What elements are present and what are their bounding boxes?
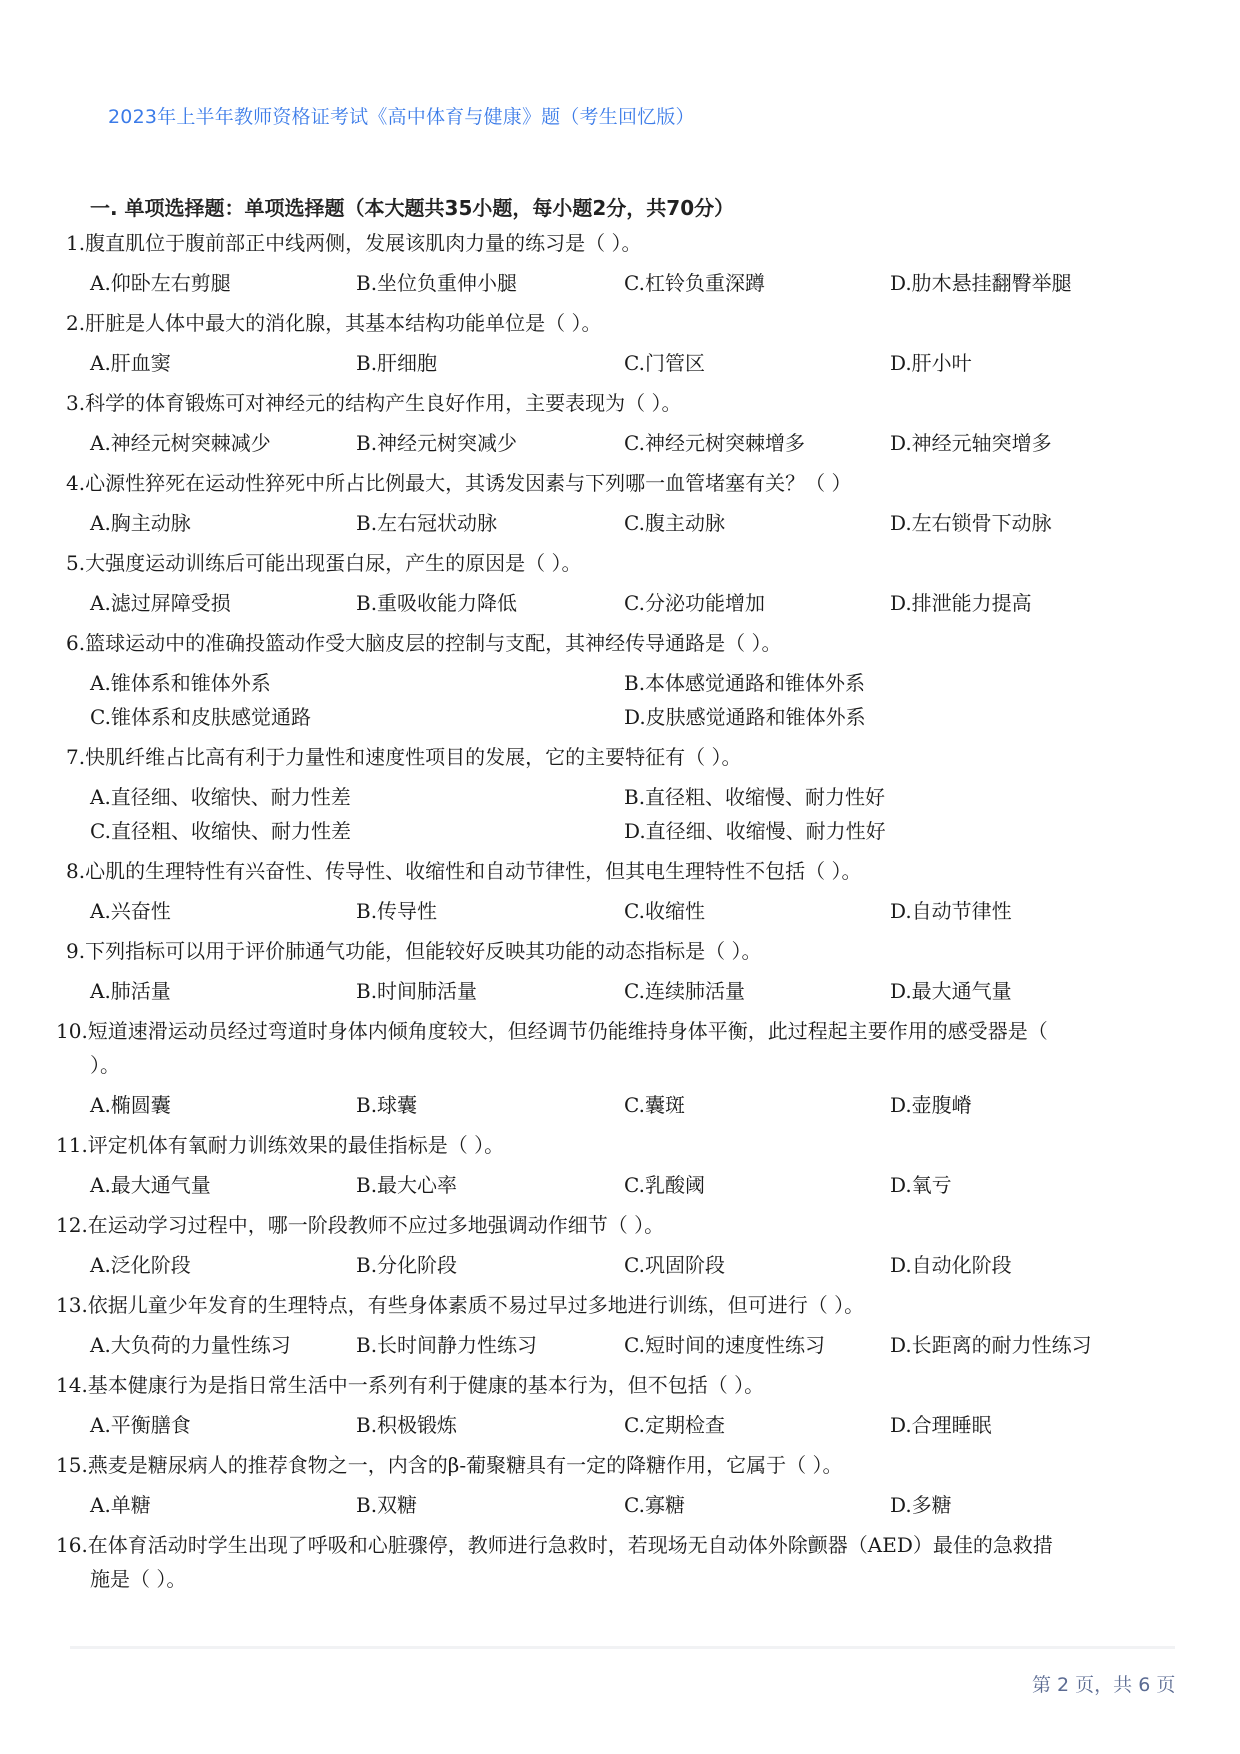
- question-4-option-d: D.左右锁骨下动脉: [890, 511, 1052, 535]
- question-4-stem: 4.心源性猝死在运动性猝死中所占比例最大，其诱发因素与下列哪一血管堵塞有关？（ ）: [66, 471, 852, 495]
- question-16-stem-continued: 施是（ ）。: [90, 1567, 187, 1591]
- question-5-stem: 5.大强度运动训练后可能出现蛋白尿，产生的原因是（ ）。: [66, 551, 582, 575]
- question-11-option-a: A.最大通气量: [90, 1173, 211, 1197]
- question-4-option-c: C.腹主动脉: [624, 511, 725, 535]
- question-4-option-b: B.左右冠状动脉: [356, 511, 498, 535]
- footer-divider: [70, 1646, 1175, 1649]
- question-4-option-a: A.胸主动脉: [90, 511, 191, 535]
- question-8-option-b: B.传导性: [356, 899, 438, 923]
- question-15-stem: 15.燕麦是糖尿病人的推荐食物之一，内含的β-葡聚糖具有一定的降糖作用，它属于（ ）。: [56, 1453, 843, 1477]
- question-15-option-a: A.单糖: [90, 1493, 151, 1517]
- question-12-option-d: D.自动化阶段: [890, 1253, 1012, 1277]
- question-3-stem: 3.科学的体育锻炼可对神经元的结构产生良好作用，主要表现为（ ）。: [66, 391, 682, 415]
- question-15-option-c: C.寡糖: [624, 1493, 685, 1517]
- question-14-option-d: D.合理睡眠: [890, 1413, 992, 1437]
- question-2-option-a: A.肝血窦: [90, 351, 171, 375]
- question-13-option-a: A.大负荷的力量性练习: [90, 1333, 291, 1357]
- page-number: 第 2 页，共 6 页: [1032, 1674, 1176, 1696]
- question-8-option-d: D.自动节律性: [890, 899, 1012, 923]
- question-15-option-b: B.双糖: [356, 1493, 418, 1517]
- question-13-option-c: C.短时间的速度性练习: [624, 1333, 825, 1357]
- question-9-stem: 9.下列指标可以用于评价肺通气功能，但能较好反映其功能的动态指标是（ ）。: [66, 939, 762, 963]
- question-3-option-d: D.神经元轴突增多: [890, 431, 1052, 455]
- section-heading: 一. 单项选择题：单项选择题（本大题共35小题，每小题2分，共70分）: [90, 196, 735, 220]
- question-16-stem: 16.在体育活动时学生出现了呼吸和心脏骤停，教师进行急救时，若现场无自动体外除颤器（AED）最佳的急救措: [56, 1533, 1053, 1557]
- question-10-option-a: A.椭圆囊: [90, 1093, 171, 1117]
- question-9-option-a: A.肺活量: [90, 979, 171, 1003]
- question-11-option-b: B.最大心率: [356, 1173, 458, 1197]
- question-3-option-a: A.神经元树突棘减少: [90, 431, 271, 455]
- question-1-option-b: B.坐位负重伸小腿: [356, 271, 518, 295]
- question-14-option-c: C.定期检查: [624, 1413, 725, 1437]
- question-9-option-d: D.最大通气量: [890, 979, 1012, 1003]
- question-5-option-b: B.重吸收能力降低: [356, 591, 518, 615]
- question-6-option-b: B.本体感觉通路和锥体外系: [624, 671, 866, 695]
- question-15-option-d: D.多糖: [890, 1493, 952, 1517]
- question-10-option-c: C.囊斑: [624, 1093, 685, 1117]
- question-6-option-d: D.皮肤感觉通路和锥体外系: [624, 705, 866, 729]
- question-2-option-b: B.肝细胞: [356, 351, 438, 375]
- question-6-stem: 6.篮球运动中的准确投篮动作受大脑皮层的控制与支配，其神经传导通路是（ ）。: [66, 631, 782, 655]
- question-9-option-b: B.时间肺活量: [356, 979, 478, 1003]
- question-9-option-c: C.连续肺活量: [624, 979, 745, 1003]
- question-1-option-c: C.杠铃负重深蹲: [624, 271, 765, 295]
- question-10-option-d: D.壶腹嵴: [890, 1093, 972, 1117]
- question-11-option-d: D.氧亏: [890, 1173, 952, 1197]
- question-12-option-b: B.分化阶段: [356, 1253, 458, 1277]
- question-1-option-d: D.肋木悬挂翻臀举腿: [890, 271, 1072, 295]
- question-5-option-a: A.滤过屏障受损: [90, 591, 231, 615]
- question-8-option-c: C.收缩性: [624, 899, 705, 923]
- question-10-stem: 10.短道速滑运动员经过弯道时身体内倾角度较大，但经调节仍能维持身体平衡，此过程起主要作用的感受器是（: [56, 1019, 1048, 1043]
- question-3-option-c: C.神经元树突棘增多: [624, 431, 805, 455]
- question-8-option-a: A.兴奋性: [90, 899, 171, 923]
- question-3-option-b: B.神经元树突减少: [356, 431, 518, 455]
- question-13-option-d: D.长距离的耐力性练习: [890, 1333, 1092, 1357]
- question-6-option-c: C.锥体系和皮肤感觉通路: [90, 705, 311, 729]
- question-1-stem: 1.腹直肌位于腹前部正中线两侧，发展该肌肉力量的练习是（ ）。: [66, 231, 642, 255]
- question-12-option-c: C.巩固阶段: [624, 1253, 725, 1277]
- question-5-option-d: D.排泄能力提高: [890, 591, 1032, 615]
- question-1-option-a: A.仰卧左右剪腿: [90, 271, 231, 295]
- question-6-option-a: A.锥体系和锥体外系: [90, 671, 271, 695]
- question-7-option-b: B.直径粗、收缩慢、耐力性好: [624, 785, 886, 809]
- question-5-option-c: C.分泌功能增加: [624, 591, 765, 615]
- question-10-option-b: B.球囊: [356, 1093, 418, 1117]
- question-2-option-d: D.肝小叶: [890, 351, 972, 375]
- question-10-stem-continued: ）。: [90, 1053, 120, 1077]
- question-7-option-d: D.直径细、收缩慢、耐力性好: [624, 819, 886, 843]
- question-13-stem: 13.依据儿童少年发育的生理特点，有些身体素质不易过早过多地进行训练，但可进行（ ）。: [56, 1293, 865, 1317]
- question-7-stem: 7.快肌纤维占比高有利于力量性和速度性项目的发展，它的主要特征有（ ）。: [66, 745, 742, 769]
- question-14-stem: 14.基本健康行为是指日常生活中一系列有利于健康的基本行为，但不包括（ ）。: [56, 1373, 765, 1397]
- document-title: 2023年上半年教师资格证考试《高中体育与健康》题（考生回忆版）: [108, 106, 695, 128]
- question-2-option-c: C.门管区: [624, 351, 705, 375]
- question-11-stem: 11.评定机体有氧耐力训练效果的最佳指标是（ ）。: [56, 1133, 505, 1157]
- question-7-option-c: C.直径粗、收缩快、耐力性差: [90, 819, 351, 843]
- question-8-stem: 8.心肌的生理特性有兴奋性、传导性、收缩性和自动节律性，但其电生理特性不包括（ ）。: [66, 859, 862, 883]
- question-2-stem: 2.肝脏是人体中最大的消化腺，其基本结构功能单位是（ ）。: [66, 311, 602, 335]
- question-13-option-b: B.长时间静力性练习: [356, 1333, 538, 1357]
- question-14-option-b: B.积极锻炼: [356, 1413, 458, 1437]
- question-11-option-c: C.乳酸阈: [624, 1173, 705, 1197]
- question-12-option-a: A.泛化阶段: [90, 1253, 191, 1277]
- question-12-stem: 12.在运动学习过程中，哪一阶段教师不应过多地强调动作细节（ ）。: [56, 1213, 665, 1237]
- question-14-option-a: A.平衡膳食: [90, 1413, 191, 1437]
- question-7-option-a: A.直径细、收缩快、耐力性差: [90, 785, 351, 809]
